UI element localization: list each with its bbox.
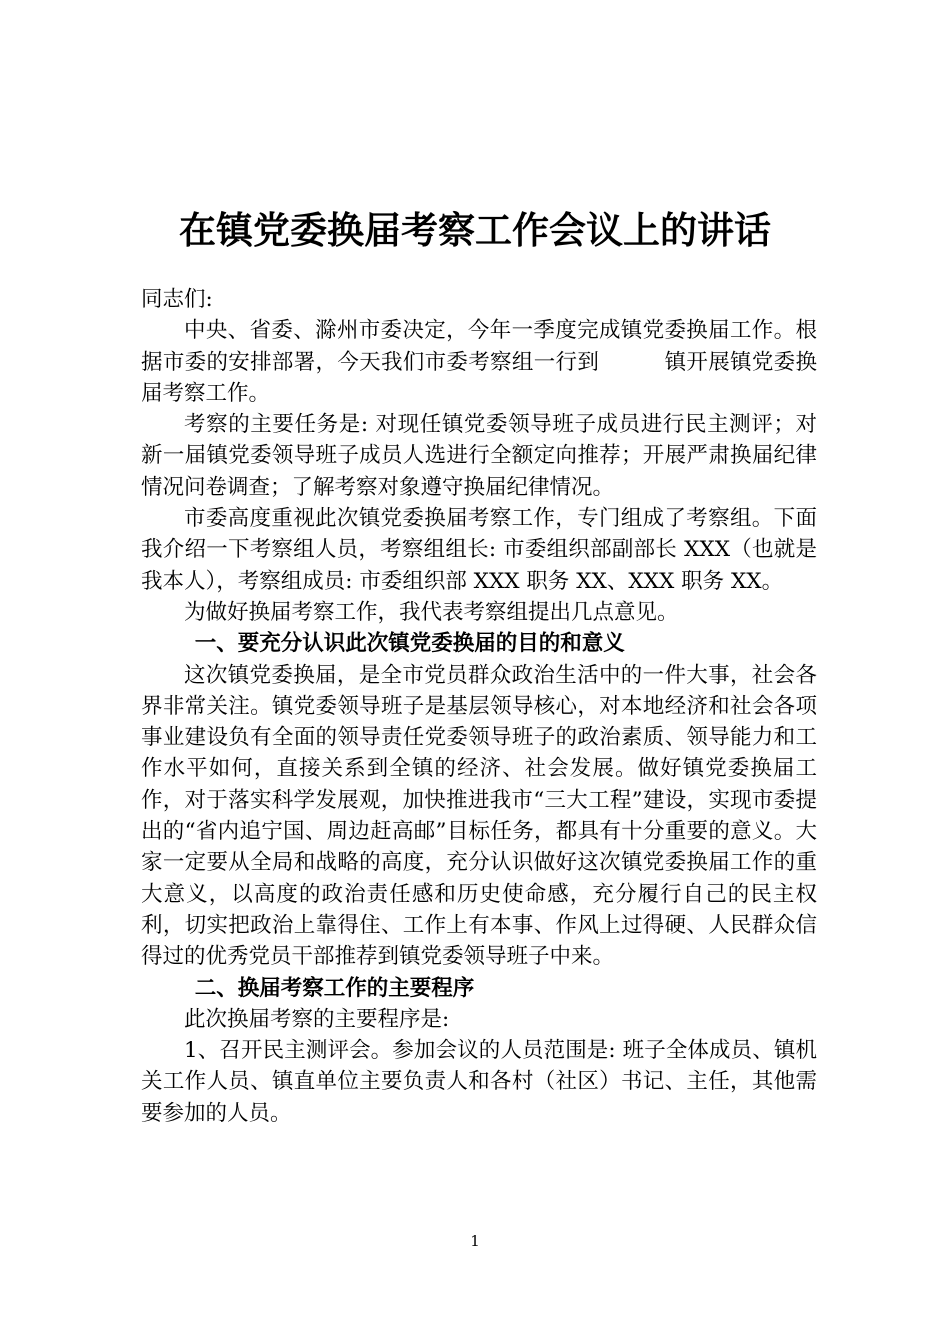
section-2-intro: 此次换届考察的主要程序是:	[184, 1006, 450, 1032]
document-title: 在镇党委换届考察工作会议上的讲话	[179, 209, 771, 252]
section-1-text: 这次镇党委换届，是全市党员群众政治生活中的一件大事，社会各界非常关注。镇党委领导班子是基层领导核心，对本地经济和社会各项事业建设负有全面的领导责任党委领导班子的政治素质、领导能力和工作水平如何，直接关系到全镇的经济、社会发展。做好镇党委换届工作，对于落实科学发展观，加快推进我市“三大工程”建设，实现市委提出的“省内追宁国、周边赶高邮”目标任务，都具有十分重要的意义。大家一定要从全局和战略的高度，充分认识做好这次镇党委换届工作的重大意义，以高度的政治责任感和历史使命感，充分履行自己的民主权利，切实把政治上靠得住、工作上有本事、作风上过得硬、人民群众信得过的优秀党员干部推荐到镇党委领导班子中来。	[141, 662, 817, 970]
salutation: 同志们:	[141, 287, 213, 312]
page-number: 1	[470, 1232, 480, 1250]
paragraph-tasks: 考察的主要任务是: 对现任镇党委领导班子成员进行民主测评；对新一届镇党委领导班子成员人选进行全额定向推荐；开展严肃换届纪律情况问卷调查；了解考察对象遵守换届纪律情况。	[141, 412, 817, 500]
paragraph-team: 市委高度重视此次镇党委换届考察工作，专门组成了考察组。下面我介绍一下考察组人员，考察组组长: 市委组织部副部长 XXX（也就是我本人），考察组成员: 市委组织部 XXX 职务 XX、XXX 职务 XX。	[141, 506, 817, 594]
section-heading-2: 二、换届考察工作的主要程序	[194, 975, 475, 1001]
paragraph-opinions: 为做好换届考察工作，我代表考察组提出几点意见。	[184, 599, 679, 625]
section-heading-1: 一、要充分认识此次镇党委换届的目的和意义	[194, 631, 625, 657]
paragraph-intro: 中央、省委、滁州市委决定，今年一季度完成镇党委换届工作。根据市委的安排部署，今天我们市委考察组一行到 镇开展镇党委换届考察工作。	[141, 318, 817, 406]
document-body	[141, 284, 817, 1129]
section-2-item-1: 1、召开民主测评会。参加会议的人员范围是: 班子全体成员、镇机关工作人员、镇直单位主要负责人和各村（社区）书记、主任，其他需要参加的人员。	[141, 1038, 817, 1126]
